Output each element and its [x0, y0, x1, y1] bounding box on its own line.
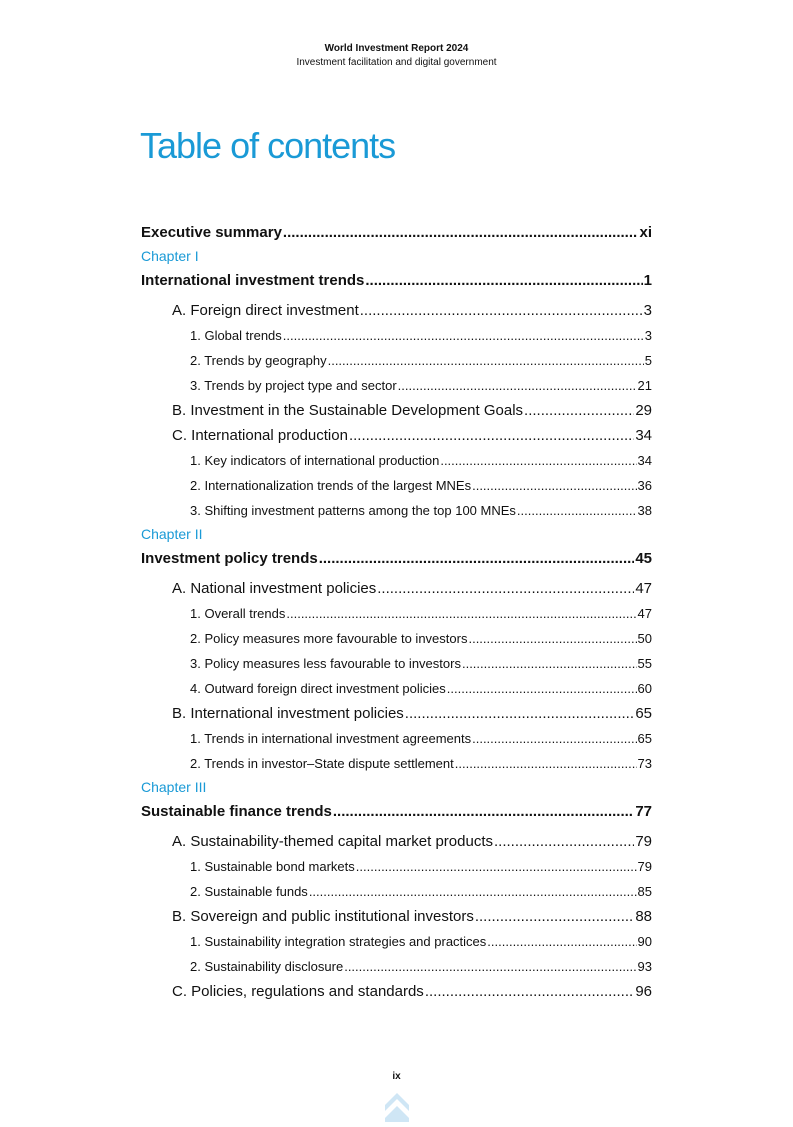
toc-entry[interactable] — [141, 448, 652, 473]
toc-entry-page: 73 — [637, 756, 652, 771]
toc-entry[interactable] — [141, 323, 652, 348]
toc-entry[interactable] — [141, 954, 652, 979]
toc-entry-page: 47 — [637, 606, 652, 621]
toc-entry-title: 3. Shifting investment patterns among the top 100 MNEs — [190, 503, 516, 518]
toc-entry-title: C. International production — [172, 427, 348, 444]
dot-leader — [319, 546, 635, 571]
dot-leader — [283, 323, 644, 348]
toc-entry-page: 36 — [637, 478, 652, 493]
toc-entry-page: 96 — [635, 983, 652, 1000]
toc-entry-page: 45 — [635, 550, 652, 567]
toc-entry-page: 21 — [637, 378, 652, 393]
toc-entry-page: 29 — [635, 402, 652, 419]
toc-entry-title: 1. Overall trends — [190, 606, 286, 621]
double-chevron-up-icon[interactable] — [384, 1090, 410, 1127]
dot-leader — [283, 220, 639, 245]
toc-entry-title: 2. Sustainable funds — [190, 884, 308, 899]
dot-leader — [440, 448, 636, 473]
chapter-label: Chapter III — [141, 779, 207, 795]
toc-entry-page: 79 — [637, 859, 652, 874]
dot-leader — [472, 726, 636, 751]
toc-entry-title: 1. Key indicators of international production — [190, 453, 440, 468]
dot-leader — [286, 601, 636, 626]
toc-entry[interactable] — [141, 751, 652, 776]
toc-entry[interactable] — [141, 829, 652, 854]
toc-entry-title: International investment trends — [141, 272, 365, 289]
toc-entry-title: 1. Sustainability integration strategies and practices — [190, 934, 487, 949]
toc-entry[interactable] — [141, 298, 652, 323]
toc-entry[interactable] — [141, 701, 652, 726]
dot-leader — [447, 676, 637, 701]
page-number: ix — [392, 1071, 401, 1082]
toc-entry-title: 3. Trends by project type and sector — [190, 378, 397, 393]
toc-entry-title: B. Investment in the Sustainable Development Goals — [172, 402, 524, 419]
toc-entry-page: 50 — [637, 631, 652, 646]
dot-leader — [344, 954, 636, 979]
toc-entry-title: 2. Policy measures more favourable to investors — [190, 631, 468, 646]
toc-entry-page: 38 — [637, 503, 652, 518]
toc-entry[interactable] — [141, 398, 652, 423]
chapter-label: Chapter I — [141, 248, 199, 264]
toc-entry-title: Investment policy trends — [141, 550, 318, 567]
toc-entry[interactable] — [141, 423, 652, 448]
dot-leader — [365, 268, 642, 293]
toc-entry[interactable] — [141, 979, 652, 1004]
toc-entry-title: C. Policies, regulations and standards — [172, 983, 424, 1000]
toc-entry-page: 34 — [635, 427, 652, 444]
dot-leader — [328, 348, 644, 373]
dot-leader — [517, 498, 637, 523]
dot-leader — [377, 576, 634, 601]
toc-entry[interactable] — [141, 348, 652, 373]
toc-entry-title: 1. Trends in international investment agreements — [190, 731, 472, 746]
dot-leader — [349, 423, 634, 448]
toc-entry-page: 90 — [637, 934, 652, 949]
chevron-lower — [385, 1106, 409, 1122]
toc-entry-page: xi — [639, 224, 652, 241]
toc-entry[interactable] — [141, 626, 652, 651]
dot-leader — [524, 398, 634, 423]
toc-entry-page: 88 — [635, 908, 652, 925]
toc-entry[interactable] — [141, 854, 652, 879]
toc-entry-title: Executive summary — [141, 224, 282, 241]
dot-leader — [333, 799, 634, 824]
toc-entry-page: 34 — [637, 453, 652, 468]
dot-leader — [462, 651, 637, 676]
dot-leader — [472, 473, 636, 498]
toc-entry-title: A. Foreign direct investment — [172, 302, 359, 319]
toc-entry[interactable] — [141, 726, 652, 751]
toc-entry[interactable] — [141, 498, 652, 523]
dot-leader — [405, 701, 635, 726]
toc-entry[interactable] — [141, 601, 652, 626]
dot-leader — [360, 298, 643, 323]
toc-entry-page: 65 — [637, 731, 652, 746]
toc-entry[interactable] — [141, 879, 652, 904]
toc-entry-title: 2. Trends by geography — [190, 353, 327, 368]
toc-entry[interactable] — [141, 373, 652, 398]
toc-entry-page: 3 — [644, 328, 652, 343]
toc-entry-page: 55 — [637, 656, 652, 671]
toc-entry[interactable] — [141, 473, 652, 498]
report-subtitle: Investment facilitation and digital government — [296, 57, 497, 68]
toc-entry-title: 4. Outward foreign direct investment policies — [190, 681, 446, 696]
toc-entry-title: Sustainable finance trends — [141, 803, 332, 820]
toc-entry-page: 47 — [635, 580, 652, 597]
report-title: World Investment Report 2024 — [324, 43, 469, 54]
dot-leader — [475, 904, 634, 929]
dot-leader — [425, 979, 635, 1004]
toc-entry-title: A. National investment policies — [172, 580, 377, 597]
dot-leader — [487, 929, 636, 954]
toc-entry-page: 65 — [635, 705, 652, 722]
table-of-contents — [141, 220, 652, 1004]
toc-entry-page: 79 — [635, 833, 652, 850]
dot-leader — [494, 829, 634, 854]
toc-entry[interactable] — [141, 929, 652, 954]
page-title: Table of contents — [140, 125, 396, 166]
toc-entry-title: 2. Sustainability disclosure — [190, 959, 344, 974]
toc-entry[interactable] — [141, 676, 652, 701]
toc-entry[interactable] — [141, 904, 652, 929]
toc-entry[interactable] — [141, 220, 652, 245]
toc-entry-title: 2. Trends in investor–State dispute settlement — [190, 756, 454, 771]
toc-entry-page: 1 — [643, 272, 652, 289]
toc-entry[interactable] — [141, 576, 652, 601]
dot-leader — [356, 854, 637, 879]
toc-entry-title: 1. Global trends — [190, 328, 282, 343]
dot-leader — [398, 373, 637, 398]
toc-entry-page: 77 — [635, 803, 652, 820]
dot-leader — [455, 751, 637, 776]
dot-leader — [468, 626, 636, 651]
toc-entry-title: B. Sovereign and public institutional investors — [172, 908, 474, 925]
toc-entry-title: B. International investment policies — [172, 705, 404, 722]
chapter-label: Chapter II — [141, 526, 203, 542]
toc-entry-page: 60 — [637, 681, 652, 696]
toc-entry-page: 5 — [644, 353, 652, 368]
running-header — [0, 42, 793, 70]
toc-entry-title: A. Sustainability-themed capital market products — [172, 833, 493, 850]
toc-entry[interactable] — [141, 651, 652, 676]
toc-entry[interactable] — [141, 268, 652, 293]
toc-entry-title: 2. Internationalization trends of the largest MNEs — [190, 478, 472, 493]
toc-entry-title: 3. Policy measures less favourable to investors — [190, 656, 461, 671]
toc-entry-page: 93 — [637, 959, 652, 974]
toc-entry[interactable] — [141, 546, 652, 571]
toc-entry-page: 3 — [643, 302, 652, 319]
dot-leader — [309, 879, 637, 904]
toc-entry-title: 1. Sustainable bond markets — [190, 859, 355, 874]
toc-entry[interactable] — [141, 799, 652, 824]
toc-entry-page: 85 — [637, 884, 652, 899]
